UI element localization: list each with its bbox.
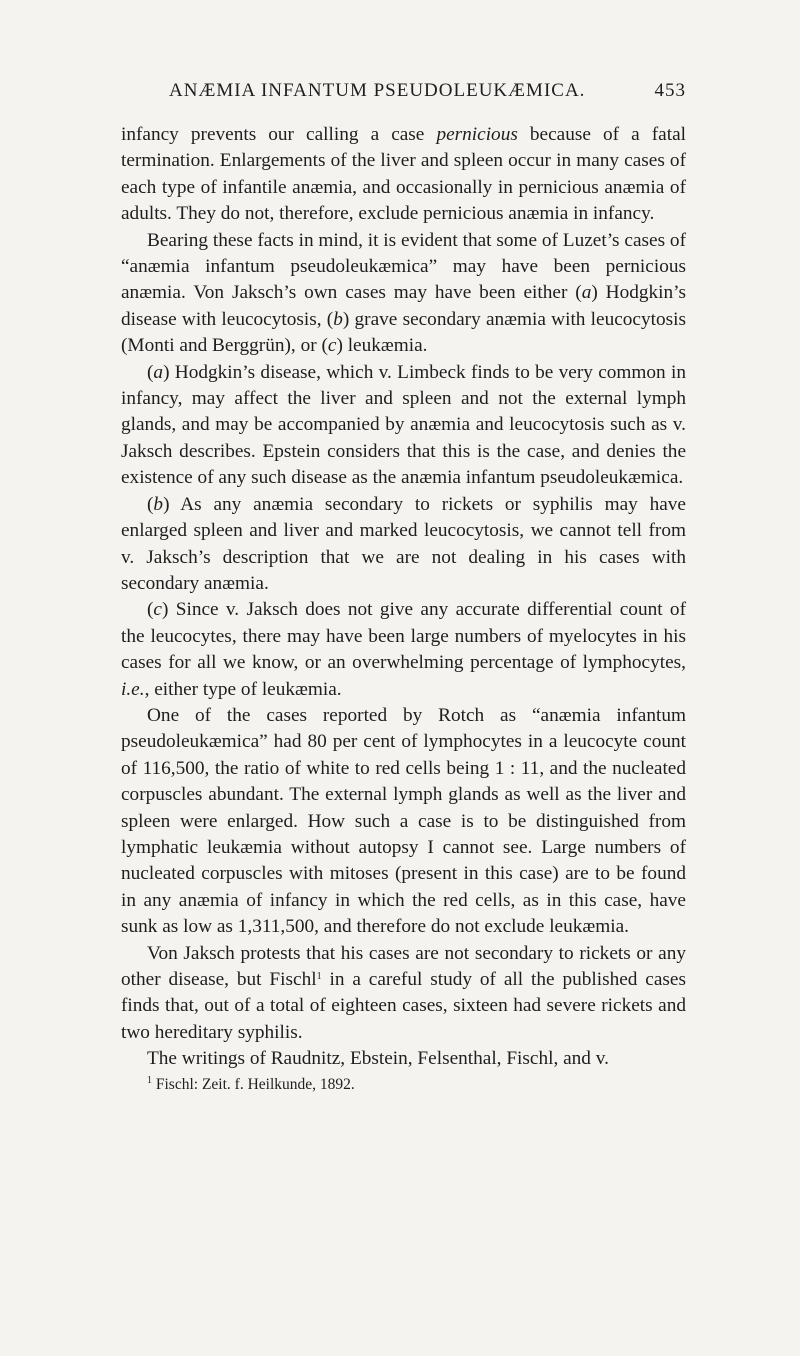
paragraph [121, 703, 686, 941]
italic-text: b [153, 493, 164, 515]
italic-text: a [153, 361, 164, 383]
text-run: ( [147, 599, 154, 621]
footnote-marker: 1 [147, 1074, 152, 1086]
paragraph [121, 228, 686, 360]
text-run: in a careful study of all the published cases finds that, out of a total of eighteen cases, sixteen had severe rickets and two hereditary syphilis. [121, 969, 686, 1043]
running-title: ANÆMIA INFANTUM PSEUDOLEUKÆMICA. [169, 80, 586, 101]
paragraph [121, 492, 686, 598]
paragraph [121, 1046, 686, 1072]
text-run: ) Since v. Jaksch does not give any accurate differential count of the leucocytes, there may have been large numbers of myelocytes in his cases for all we know, or an overwhelming percentage of lymphocytes, [121, 599, 686, 674]
italic-text: a [581, 282, 592, 304]
paragraph [121, 597, 686, 703]
footnote [121, 1075, 686, 1095]
text-run: , either type of leukæmia. [144, 678, 342, 700]
text-run: The writings of Raudnitz, Ebstein, Felsenthal, Fischl, and v. [147, 1048, 609, 1070]
italic-text: b [333, 308, 343, 330]
text-run: One of the cases reported by Rotch as “anæmia infantum pseudoleukæmica” had 80 per cent of lymphocytes in a leucocyte count of 116,500, the ratio of white to red cells being 1 : 11, and the nucleated corpuscles abundant. The external lymph glands as well as the liver and spleen were enlarged. How such a case is to be distinguished from lymphatic leukæmia without autopsy I cannot see. Large numbers of nucleated corpuscles with mitoses (present in this case) are to be found in any anæmia of infancy in which the red cells, as in this case, have sunk as low as 1,311,500, and therefore do not exclude leukæmia. [121, 704, 686, 938]
footnote-text: Fischl: Zeit. f. Heilkunde, 1892. [155, 1075, 355, 1093]
italic-text: c [327, 335, 337, 357]
text-run: Bearing these facts in mind, it is evident that some of Luzet’s cases of “anæmia infantum pseudoleukæmica” may have been pernicious anæmia. Von Jaksch’s own cases may have been either ( [121, 229, 686, 304]
italic-text: i.e. [121, 678, 145, 700]
text-run: ) Hodgkin’s disease, which v. Limbeck finds to be very common in infancy, may affect the liver and spleen and not the external lymph glands, and may be accompanied by anæmia and leucocytosis such as v. Jaksch describes. Epstein considers that this is the case, and denies the existence of any such disease as the anæmia infantum pseudoleukæmica. [121, 361, 686, 489]
footnote-reference: 1 [316, 971, 322, 982]
text-run: infancy prevents our calling a case [121, 124, 437, 145]
text-run: ) Hodgkin’s disease with leucocytosis, ( [121, 282, 686, 330]
paragraph [121, 360, 686, 492]
paragraph [121, 122, 686, 228]
text-run: ) leukæmia. [336, 335, 428, 357]
text-run: Von Jaksch protests that his cases are not secondary to rickets or any other disease, but Fischl [121, 942, 686, 990]
text-run: ( [147, 493, 154, 515]
body-text [121, 122, 686, 1073]
text-run: ) As any anæmia secondary to rickets or syphilis may have enlarged spleen and liver and marked leucocytosis, we cannot tell from v. Jaksch’s description that we are not dealing in his cases with secondary anæmia. [121, 493, 686, 594]
italic-text: c [153, 599, 162, 621]
text-run: ) grave secondary anæmia with leucocytosis (Monti and Berggrün), or ( [121, 308, 686, 357]
page-number: 453 [654, 80, 686, 101]
running-header [121, 80, 686, 110]
paragraph [121, 941, 686, 1047]
text-run: because of a fatal termination. Enlargements of the liver and spleen occur in many cases of each type of infantile anæmia, and occasionally in pernicious anæmia of adults. They do not, therefore, exclude pernicious anæmia in infancy. [121, 124, 686, 225]
italic-text: pernicious [436, 124, 518, 145]
text-run: ( [147, 361, 154, 383]
